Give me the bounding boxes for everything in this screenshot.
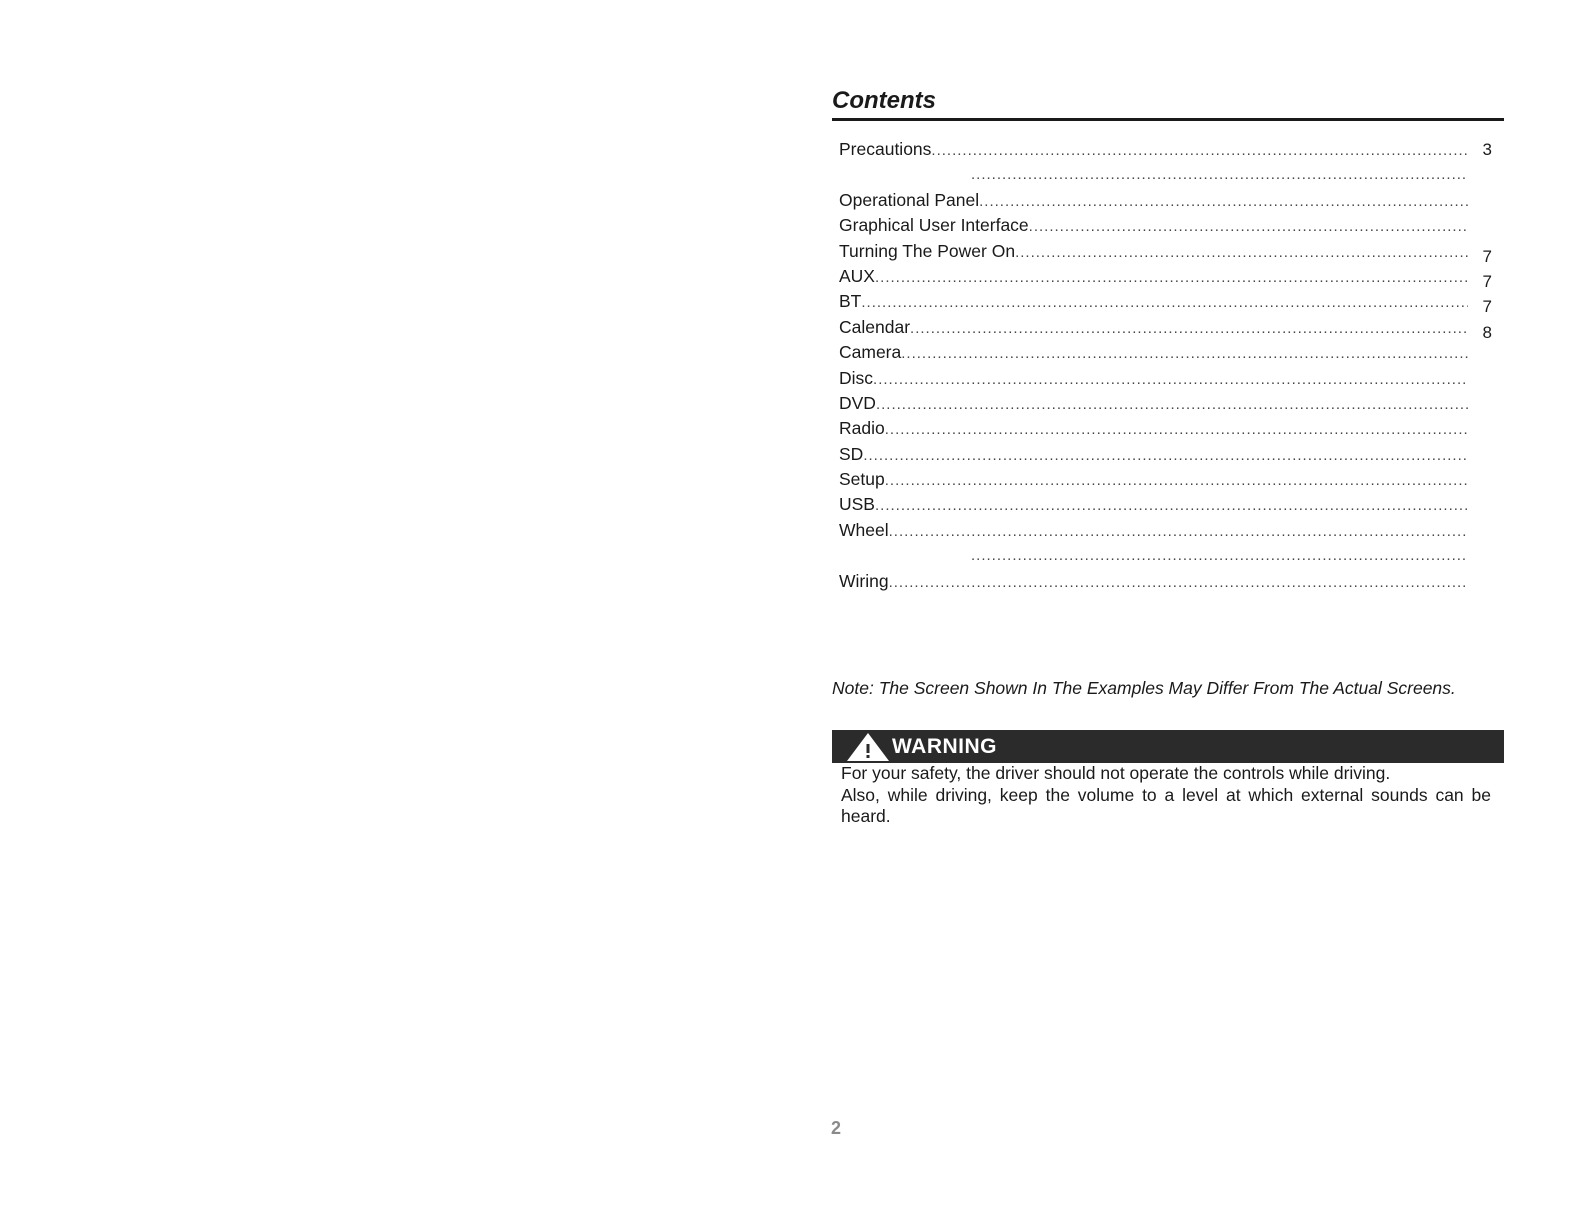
warning-text — [841, 763, 1491, 828]
toc-entry-label: Graphical User Interface — [839, 215, 1029, 236]
toc-dot-leader — [875, 493, 1468, 518]
warning-line: For your safety, the driver should not operate the controls while driving. — [841, 763, 1391, 783]
toc-dot-leader — [885, 417, 1468, 442]
toc-entry-label: USB — [839, 494, 875, 515]
toc-entry-label: Disc — [839, 367, 874, 388]
toc-dot-leader — [885, 468, 1468, 493]
toc-entry-page: 7 — [1482, 297, 1492, 317]
toc-entry — [839, 467, 1494, 492]
warning-triangle-icon — [844, 730, 892, 763]
toc-dot-leader — [889, 570, 1468, 595]
toc-entry-label: Turning The Power On — [839, 240, 1016, 261]
toc-dot-leader — [979, 189, 1468, 214]
toc-dot-leader — [861, 290, 1468, 315]
toc-entry-label: AUX — [839, 265, 875, 286]
toc-entry-label: BT — [839, 291, 862, 312]
toc-dot-leader — [971, 162, 1468, 187]
toc-dot-leader — [863, 443, 1468, 468]
warning-banner — [832, 730, 1504, 763]
toc-entry — [839, 213, 1494, 238]
toc-dot-leader — [910, 316, 1468, 341]
toc-entry — [839, 416, 1494, 441]
toc-entry-label: Calendar — [839, 316, 911, 337]
contents-section — [832, 86, 1504, 594]
toc-dot-leader — [971, 543, 1468, 568]
toc-entry-label: Camera — [839, 342, 902, 363]
toc-entry — [839, 518, 1494, 543]
toc-dot-leader — [889, 519, 1468, 544]
toc-entry-label: DVD — [839, 392, 876, 413]
contents-title: Contents — [832, 86, 1504, 121]
toc-entry — [839, 239, 1494, 264]
toc-entry-label: Setup — [839, 469, 885, 490]
toc-entry — [839, 188, 1494, 213]
toc-entry — [839, 315, 1494, 340]
toc-entry-page: 3 — [1482, 140, 1492, 159]
toc-dot-leader — [1029, 214, 1468, 239]
toc-entry-page: 8 — [1482, 322, 1492, 342]
warning-title: WARNING — [892, 734, 997, 758]
toc-entry — [839, 391, 1494, 416]
toc-entry-label: Precautions — [839, 139, 932, 159]
toc-entry-label: Operational Panel — [839, 189, 980, 210]
toc-entry — [839, 340, 1494, 365]
toc-dot-leader — [875, 265, 1468, 290]
toc-entry — [839, 366, 1494, 391]
toc-dot-leader — [876, 392, 1468, 417]
toc-dot-leader — [931, 138, 1468, 163]
toc-entry-label: Wheel — [839, 519, 889, 540]
toc-entry-label: Radio — [839, 418, 885, 439]
toc-entry — [839, 289, 1494, 317]
toc-dot-leader — [873, 367, 1468, 392]
screen-note: Note: The Screen Shown In The Examples May Differ From The Actual Screens. — [832, 678, 1456, 698]
toc-entry-page: 7 — [1482, 246, 1492, 266]
warning-line: Also, while driving, keep the volume to a level at which external sounds can be heard. — [841, 784, 1491, 826]
toc-dot-leader — [1015, 240, 1468, 265]
toc-entry — [839, 442, 1494, 467]
toc-entry — [839, 162, 1494, 187]
toc-entry — [839, 137, 1494, 162]
toc-entry — [839, 543, 1494, 568]
toc-entry-label: Wiring — [839, 570, 889, 591]
toc-entry — [839, 492, 1494, 517]
toc-entry-page: 7 — [1482, 271, 1492, 291]
toc-dot-leader — [901, 341, 1468, 366]
toc-entry — [839, 264, 1494, 289]
table-of-contents — [832, 137, 1494, 594]
toc-entry — [839, 569, 1494, 594]
page-number: 2 — [831, 1118, 842, 1138]
toc-entry-label: SD — [839, 443, 864, 464]
